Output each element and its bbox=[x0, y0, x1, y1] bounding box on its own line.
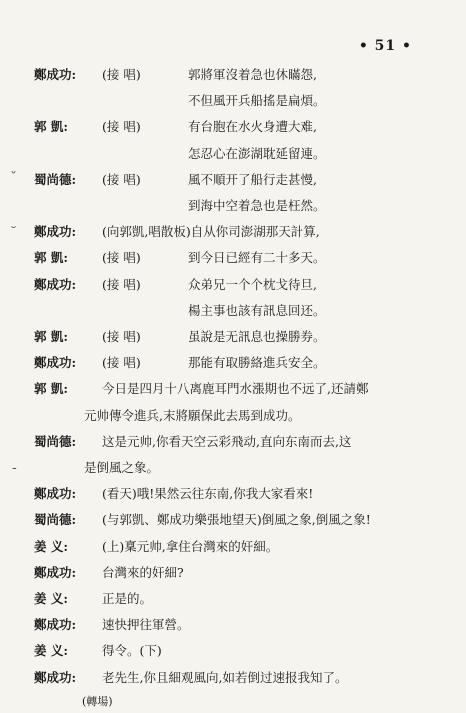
verse-line bbox=[34, 350, 452, 376]
verse-line bbox=[34, 324, 452, 350]
margin-mark: - bbox=[12, 460, 17, 476]
dialogue-text: (与郭凱、鄭成功樂張地望天)倒風之象,倒風之象! bbox=[102, 512, 371, 528]
verse-text: 有台胞在水火身遭大难, bbox=[188, 119, 317, 135]
dialogue-line bbox=[34, 560, 452, 586]
margin-mark: ˇ bbox=[10, 170, 17, 186]
page-number: • 51 • bbox=[358, 38, 412, 54]
dialogue-line bbox=[34, 665, 452, 691]
stage-direction: (接 唱) bbox=[102, 329, 141, 345]
dialogue-text: 元帅傳令進兵,末將願保此去馬到成功。 bbox=[84, 407, 301, 423]
speaker-name: 鄭成功: bbox=[34, 67, 77, 82]
dialogue-text: 速快押往軍營。 bbox=[102, 617, 190, 633]
dialogue-line bbox=[34, 429, 452, 455]
dialogue-text: 台灣來的奸細? bbox=[102, 564, 184, 580]
dialogue-line bbox=[34, 481, 452, 507]
stage-direction: (接 唱) bbox=[102, 250, 141, 266]
speaker-name: 鄭成功: bbox=[34, 486, 77, 502]
script-body bbox=[34, 62, 452, 713]
verse-text: 那能有取勝絡進兵安全。 bbox=[188, 355, 326, 371]
dialogue-line bbox=[34, 534, 452, 560]
verse-line bbox=[34, 219, 452, 245]
dialogue-line bbox=[34, 612, 452, 638]
speaker-name: 鄭成功: bbox=[34, 669, 77, 685]
verse-text: 众弟兄一个个枕戈待旦, bbox=[188, 276, 317, 292]
verse-text: 不但風开兵船搖是扁煩。 bbox=[188, 93, 326, 109]
verse-line bbox=[34, 141, 452, 167]
verse-text: 怎忍心在澎湖耽延留連。 bbox=[188, 145, 326, 161]
verse-line bbox=[34, 167, 452, 193]
speaker-name: 鄭成功: bbox=[34, 224, 77, 240]
verse-line bbox=[34, 88, 452, 114]
dialogue-line bbox=[34, 638, 452, 664]
speaker-name: 姜 义: bbox=[34, 643, 68, 659]
stage-direction: (接 唱) bbox=[102, 67, 141, 82]
verse-text: 郭將軍沒着急也休瞞怨, bbox=[188, 67, 317, 82]
verse-text: 自从你司澎湖那天計算, bbox=[190, 224, 320, 240]
speaker-name: 鄭成功: bbox=[34, 617, 77, 633]
speaker-name: 郭 凱: bbox=[34, 250, 68, 266]
dialogue-text: 得令。(下) bbox=[102, 643, 162, 659]
speaker-name: 郭 凱: bbox=[34, 119, 68, 135]
dialogue-text: 是倒風之象。 bbox=[84, 460, 160, 476]
speaker-name: 姜 义: bbox=[34, 591, 68, 607]
verse-line bbox=[34, 114, 452, 140]
speaker-name: 姜 义: bbox=[34, 538, 68, 554]
dialogue-text: 老先生,你且細观風向,如若倒过速报我知了。 bbox=[102, 669, 348, 685]
verse-line bbox=[34, 298, 452, 324]
margin-mark: ˘ bbox=[10, 225, 17, 241]
verse-text: 虽說是无訊息也操勝券。 bbox=[188, 329, 326, 345]
verse-line bbox=[34, 272, 452, 298]
stage-direction: (接 唱) bbox=[102, 171, 141, 187]
speaker-name: 鄭成功: bbox=[34, 564, 77, 580]
verse-text: 風不順开了船行走甚慢, bbox=[188, 171, 317, 187]
dialogue-text: (看天)哦!果然云往东南,你我大家看來! bbox=[102, 486, 314, 502]
speaker-name: 鄭成功: bbox=[34, 276, 77, 292]
dialogue-text: 正是的。 bbox=[102, 591, 153, 607]
speaker-name: 蜀尚德: bbox=[34, 433, 77, 449]
verse-line bbox=[34, 62, 452, 88]
dialogue-line bbox=[34, 507, 452, 533]
speaker-name: 郭 凱: bbox=[34, 381, 68, 397]
scene-change-note: (轉場) bbox=[82, 694, 113, 708]
dialogue-line bbox=[34, 403, 452, 429]
speaker-name: 郭 凱: bbox=[34, 329, 68, 345]
dialogue-line bbox=[34, 376, 452, 402]
dialogue-line bbox=[34, 586, 452, 612]
speaker-name: 鄭成功: bbox=[34, 355, 77, 371]
speaker-name: 蜀尚德: bbox=[34, 171, 77, 187]
dialogue-text: 这是元帅,你看天空云彩飛动,直向东南而去,这 bbox=[102, 433, 352, 449]
speaker-name: 蜀尚德: bbox=[34, 512, 77, 528]
dialogue-line bbox=[34, 455, 452, 481]
stage-direction: (接 唱) bbox=[102, 276, 141, 292]
verse-text: 到海中空着急也是枉然。 bbox=[188, 198, 326, 214]
stage-direction: (接 唱) bbox=[102, 355, 141, 371]
verse-line bbox=[34, 193, 452, 219]
verse-line bbox=[34, 245, 452, 271]
stage-direction: (向郭凱,唱散板) bbox=[102, 224, 191, 240]
stage-direction: (接 唱) bbox=[102, 119, 141, 135]
dialogue-text: (上)稟元帅,拿住台灣來的奸細。 bbox=[102, 538, 279, 554]
dialogue-text: 今日是四月十八离鹿耳門水漲期也不远了,还請鄭 bbox=[102, 381, 369, 397]
verse-text: 到今日已經有二十多天。 bbox=[188, 250, 326, 266]
verse-text: 楊主事也該有訊息回还。 bbox=[188, 302, 326, 318]
